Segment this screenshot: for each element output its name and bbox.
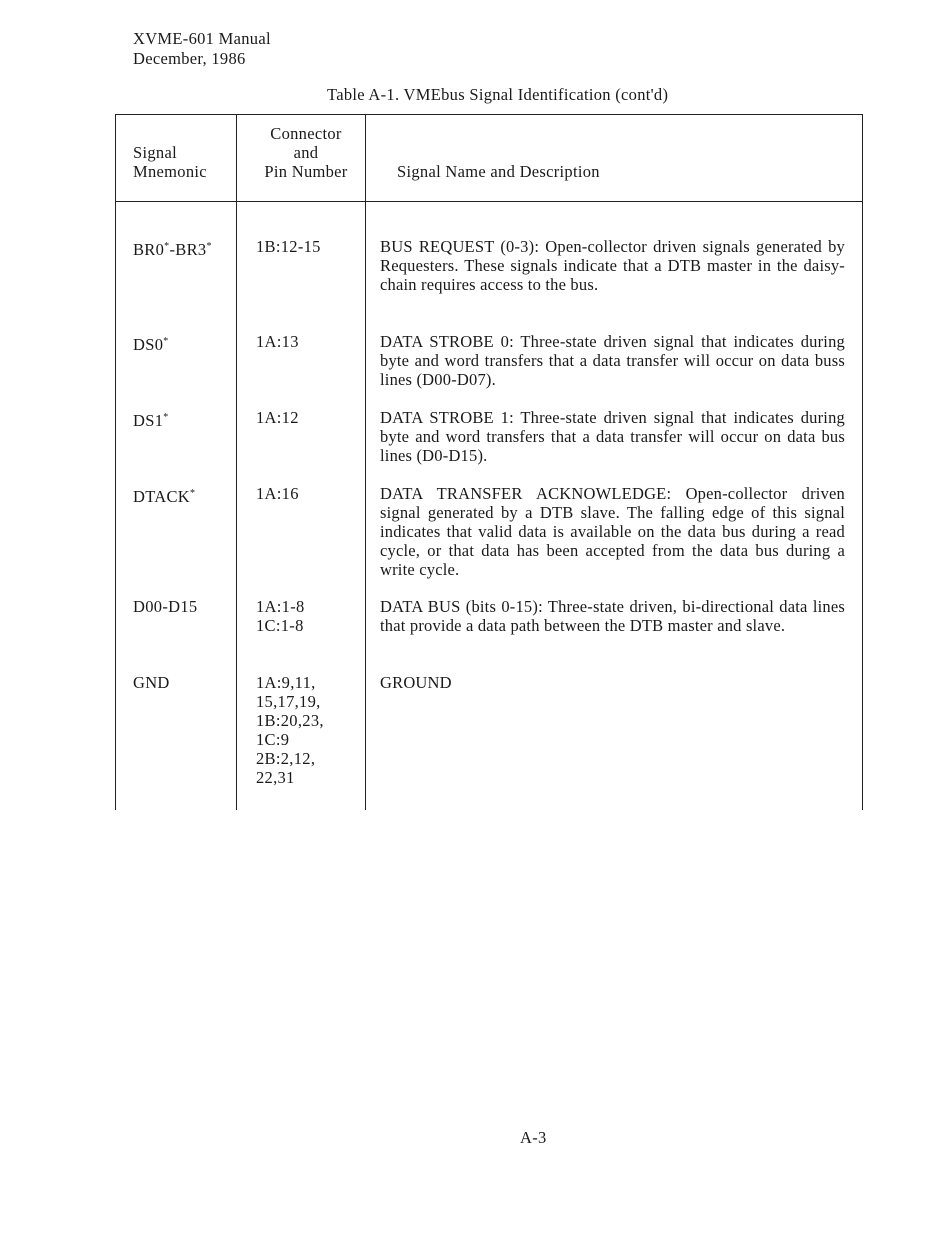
table-row-mnemonic: DS1* — [133, 411, 169, 430]
table-row-description: DATA TRANSFER ACKNOWLEDGE: Open-collector driven signal generated by a DTB slave. The falling edge of this signal indicates that valid data is available on the data bus during a read cycle, or that data has been accepted from the data bus during a write cycle. — [380, 484, 845, 579]
table-row-pin: 1A:13 — [256, 332, 299, 351]
table-row-mnemonic: GND — [133, 673, 170, 692]
document-header — [133, 29, 271, 69]
manual-title: XVME-601 Manual — [133, 29, 271, 48]
header-rule — [116, 201, 862, 202]
table-row-description: DATA BUS (bits 0-15): Three-state driven, bi-directional data lines that provide a data path between the DTB master and slave. — [380, 597, 845, 635]
column-divider — [365, 115, 366, 810]
table-row-mnemonic: BR0*-BR3* — [133, 240, 212, 259]
table-row-pin: 1B:12-15 — [256, 237, 321, 256]
column-header-mnemonic: Signal Mnemonic — [133, 143, 207, 181]
table-row-mnemonic: DTACK* — [133, 487, 196, 506]
table-row-pin: 1A:16 — [256, 484, 299, 503]
table-caption: Table A-1. VMEbus Signal Identification (cont'd) — [327, 85, 669, 104]
table-row-description: GROUND — [380, 673, 452, 692]
table-row-description: DATA STROBE 0: Three-state driven signal that indicates during byte and word transfers that a data transfer will occur on data buss lines (D00-D07). — [380, 332, 845, 389]
table-row-mnemonic: DS0* — [133, 335, 169, 354]
table-row-description: BUS REQUEST (0-3): Open-collector driven signals generated by Requesters. These signals indicate that a DTB master in the daisy-chain requires access to the bus. — [380, 237, 845, 294]
table-row-description: DATA STROBE 1: Three-state driven signal that indicates during byte and word transfers that a data transfer will occur on data bus lines (D0-D15). — [380, 408, 845, 465]
column-divider — [236, 115, 237, 810]
column-header-pin: Connector and Pin Number — [264, 124, 348, 181]
column-header-description: Signal Name and Description — [397, 162, 600, 181]
table-row-mnemonic: D00-D15 — [133, 597, 198, 616]
manual-date: December, 1986 — [133, 49, 246, 68]
table-row-pin: 1A:1-8 1C:1-8 — [256, 597, 305, 635]
signal-table — [115, 114, 863, 810]
page-number: A-3 — [520, 1128, 547, 1147]
table-row-pin: 1A:12 — [256, 408, 299, 427]
table-row-pin: 1A:9,11, 15,17,19, 1B:20,23, 1C:9 2B:2,12, 22,31 — [256, 673, 324, 787]
